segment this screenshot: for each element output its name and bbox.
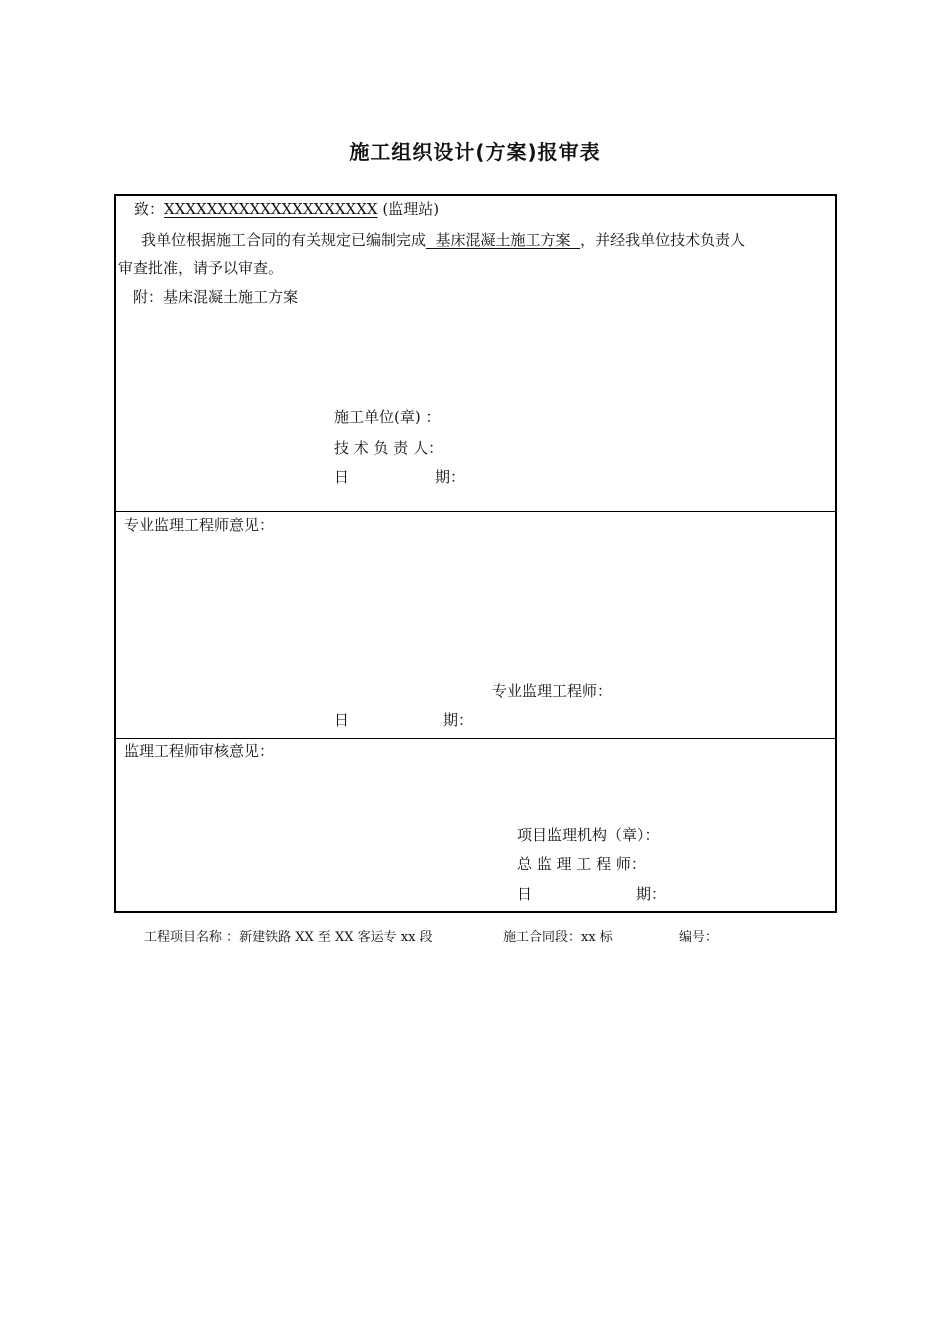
statement-prefix: 我单位根据施工合同的有关规定已编制完成 [141,231,427,249]
page-title: 施工组织设计(方案)报审表 [349,140,601,164]
attachment-line: 附：基床混凝土施工方案 [133,288,299,306]
submission-statement [141,231,745,249]
engineer-date-label-b: 期： [443,711,474,729]
section-divider-2 [116,738,835,739]
submission-date-label-a: 日 [334,468,350,486]
project-name: 工程项目名称 ：新建铁路 XX 至 XX 客运专 xx 段 [144,930,433,945]
engineer-opinion-heading: 专业监理工程师意见： [124,516,275,534]
contract-section: 施工合同段：xx 标 [503,930,613,945]
chief-date-label-b: 期： [636,885,667,903]
to-label: 致： [134,200,165,218]
construction-unit-label: 施工单位(章) ： [334,408,441,426]
supervision-org-label: 项目监理机构（章）： [517,826,660,844]
chief-engineer-label: 总 监 理 工 程 师： [517,855,646,873]
document-number: 编号： [679,930,719,945]
supervisor-name: XXXXXXXXXXXXXXXXXXXX [164,200,378,218]
plan-name: 基床混凝土施工方案 [426,231,581,249]
statement-suffix: ，并经我单位技术负责人 [580,231,746,249]
supervisor-suffix: (监理站) [377,200,440,218]
engineer-date-label-a: 日 [334,711,350,729]
tech-lead-label: 技 术 负 责 人： [334,439,444,457]
chief-review-heading: 监理工程师审核意见： [124,742,275,760]
approval-form [114,194,837,913]
statement-line-2: 审查批准，请予以审查。 [118,259,284,277]
engineer-signer-label: 专业监理工程师： [492,682,613,700]
submission-date-label-b: 期： [435,468,466,486]
section-divider-1 [116,511,835,512]
addressee-line [134,200,439,218]
chief-date-label-a: 日 [517,885,533,903]
